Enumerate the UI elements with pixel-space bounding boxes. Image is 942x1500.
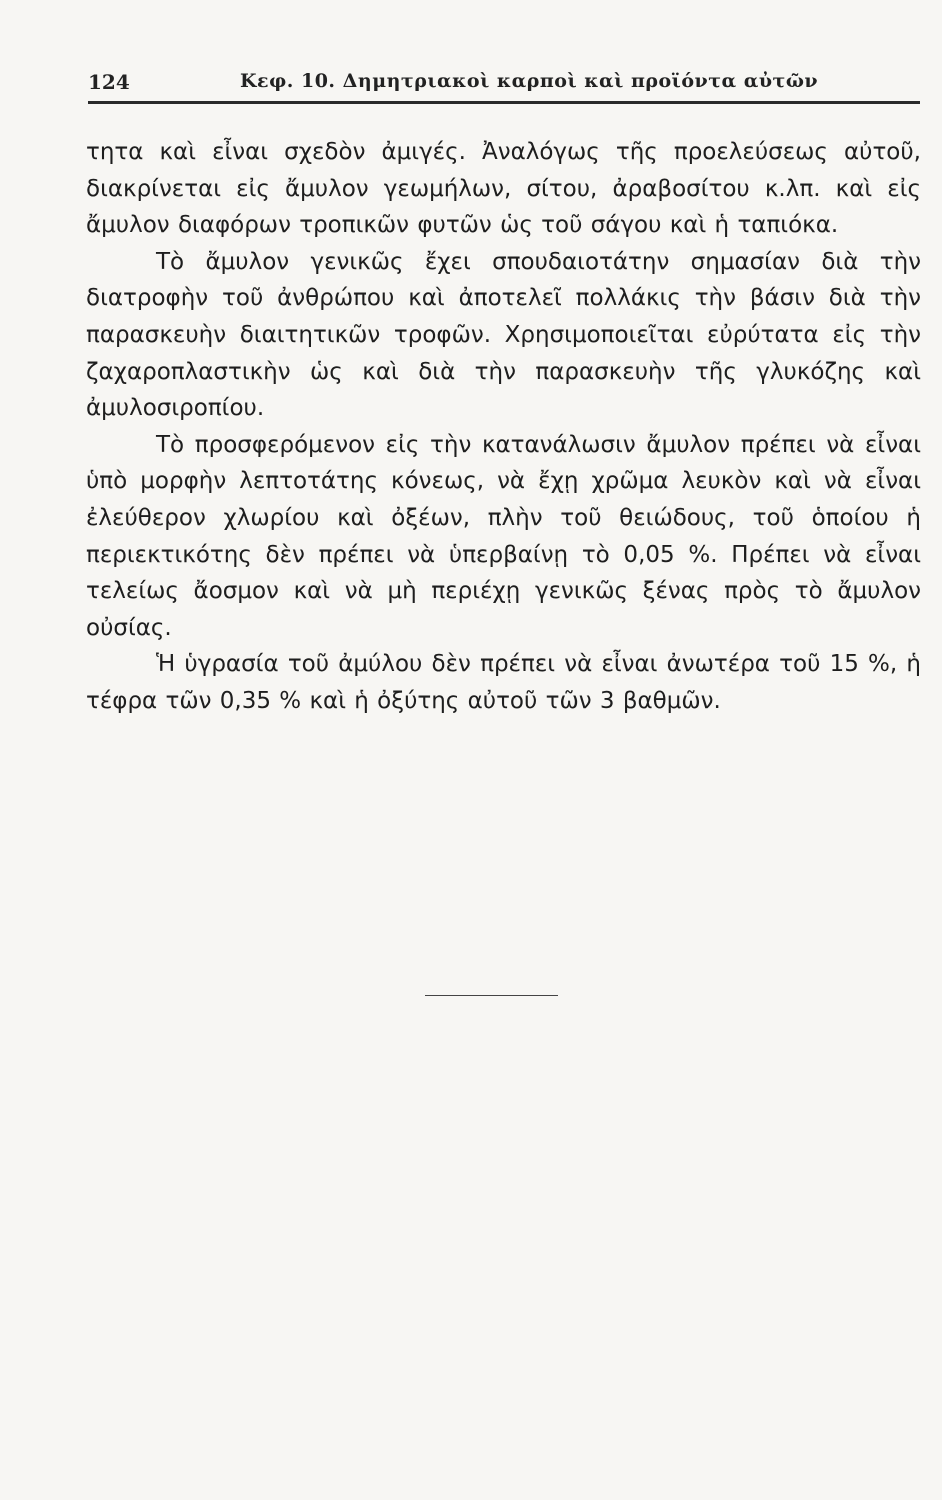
paragraph: Τὸ ἄμυλον γενικῶς ἔχει σπουδαιοτάτην σημασίαν διὰ τὴν διατροφὴν τοῦ ἀνθρώπου καὶ ἀποτελεῖ πολλάκις τὴν βάσιν διὰ τὴν παρασκευὴν διαιτητικῶν τροφῶν. Χρησιμοποιεῖται εὐρύτατα εἰς τὴν ζαχαροπλαστικὴν ὡς καὶ διὰ τὴν παρασκευὴν τῆς γλυκόζης καὶ ἀμυλοσιροπίου. [86, 248, 921, 422]
paragraph-continuation: τητα καὶ εἶναι σχεδὸν ἀμιγές. Ἀναλόγως τῆς προελεύσεως αὐτοῦ, διακρίνεται εἰς ἄμυλον γεωμήλων, σίτου, ἀραβοσίτου κ.λπ. καὶ εἰς ἄμυλον διαφόρων τροπικῶν φυτῶν ὡς τοῦ σάγου καὶ ἡ ταπιόκα. [86, 139, 921, 239]
running-title: Κεφ. 10. Δημητριακοὶ καρποὶ καὶ προϊόντα αὐτῶν [240, 70, 819, 92]
section-end-rule [425, 995, 558, 996]
running-head [88, 70, 920, 100]
body-text [86, 134, 921, 720]
page-number: 124 [88, 70, 130, 94]
paragraph: Ἡ ὑγρασία τοῦ ἀμύλου δὲν πρέπει νὰ εἶναι ἀνωτέρα τοῦ 15 %, ἡ τέφρα τῶν 0,35 % καὶ ἡ ὀξύτης αὐτοῦ τῶν 3 βαθμῶν. [86, 651, 921, 714]
header-rule [88, 101, 920, 104]
paragraph: Τὸ προσφερόμενον εἰς τὴν κατανάλωσιν ἄμυλον πρέπει νὰ εἶναι ὑπὸ μορφὴν λεπτοτάτης κόνεως, νὰ ἔχῃ χρῶμα λευκὸν καὶ νὰ εἶναι ἐλεύθερον χλωρίου καὶ ὀξέων, πλὴν τοῦ θειώδους, τοῦ ὁποίου ἡ περιεκτικότης δὲν πρέπει νὰ ὑπερβαίνῃ τὸ 0,05 %. Πρέπει νὰ εἶναι τελείως ἄοσμον καὶ νὰ μὴ περιέχῃ γενικῶς ξένας πρὸς τὸ ἄμυλον οὐσίας. [86, 431, 921, 641]
